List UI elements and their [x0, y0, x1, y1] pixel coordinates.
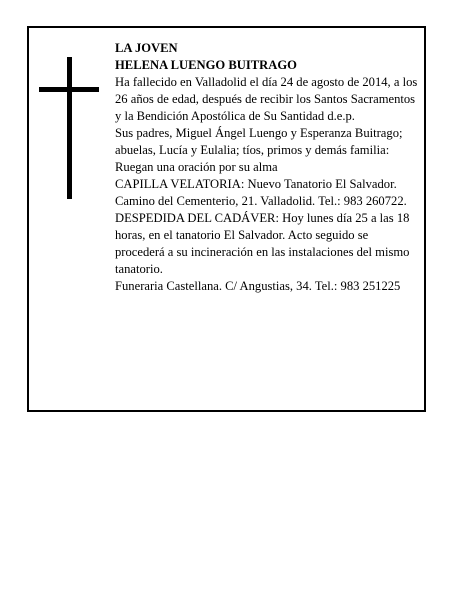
cross-vertical-bar	[67, 57, 72, 199]
notice-heading-title: LA JOVEN	[115, 41, 178, 55]
obituary-notice	[27, 26, 426, 412]
family-list: Sus padres, Miguel Ángel Luengo y Esperanza Buitrago; abuelas, Lucía y Eulalia; tíos, primos y demás familia:	[115, 126, 403, 157]
cross-icon	[39, 57, 99, 199]
death-announcement: Ha fallecido en Valladolid el día 24 de agosto de 2014, a los 26 años de edad, después de recibir los Santos Sacramentos y la Bendición Apostólica de Su Santidad d.e.p.	[115, 75, 418, 123]
farewell-details: DESPEDIDA DEL CADÁVER: Hoy lunes día 25 a las 18 horas, en el tanatorio El Salvador. Acto seguido se procederá a su incineración en las instalaciones del mismo tanatorio.	[115, 211, 410, 276]
notice-text	[115, 40, 419, 295]
cross-horizontal-bar	[39, 87, 99, 92]
funeral-home-contact: Funeraria Castellana. C/ Angustias, 34. Tel.: 983 251225	[115, 279, 401, 293]
wake-location: CAPILLA VELATORIA: Nuevo Tanatorio El Salvador. Camino del Cementerio, 21. Valladolid. Tel.: 983 260722.	[115, 177, 407, 208]
deceased-name: HELENA LUENGO BUITRAGO	[115, 58, 297, 72]
prayer-request: Ruegan una oración por su alma	[115, 160, 278, 174]
